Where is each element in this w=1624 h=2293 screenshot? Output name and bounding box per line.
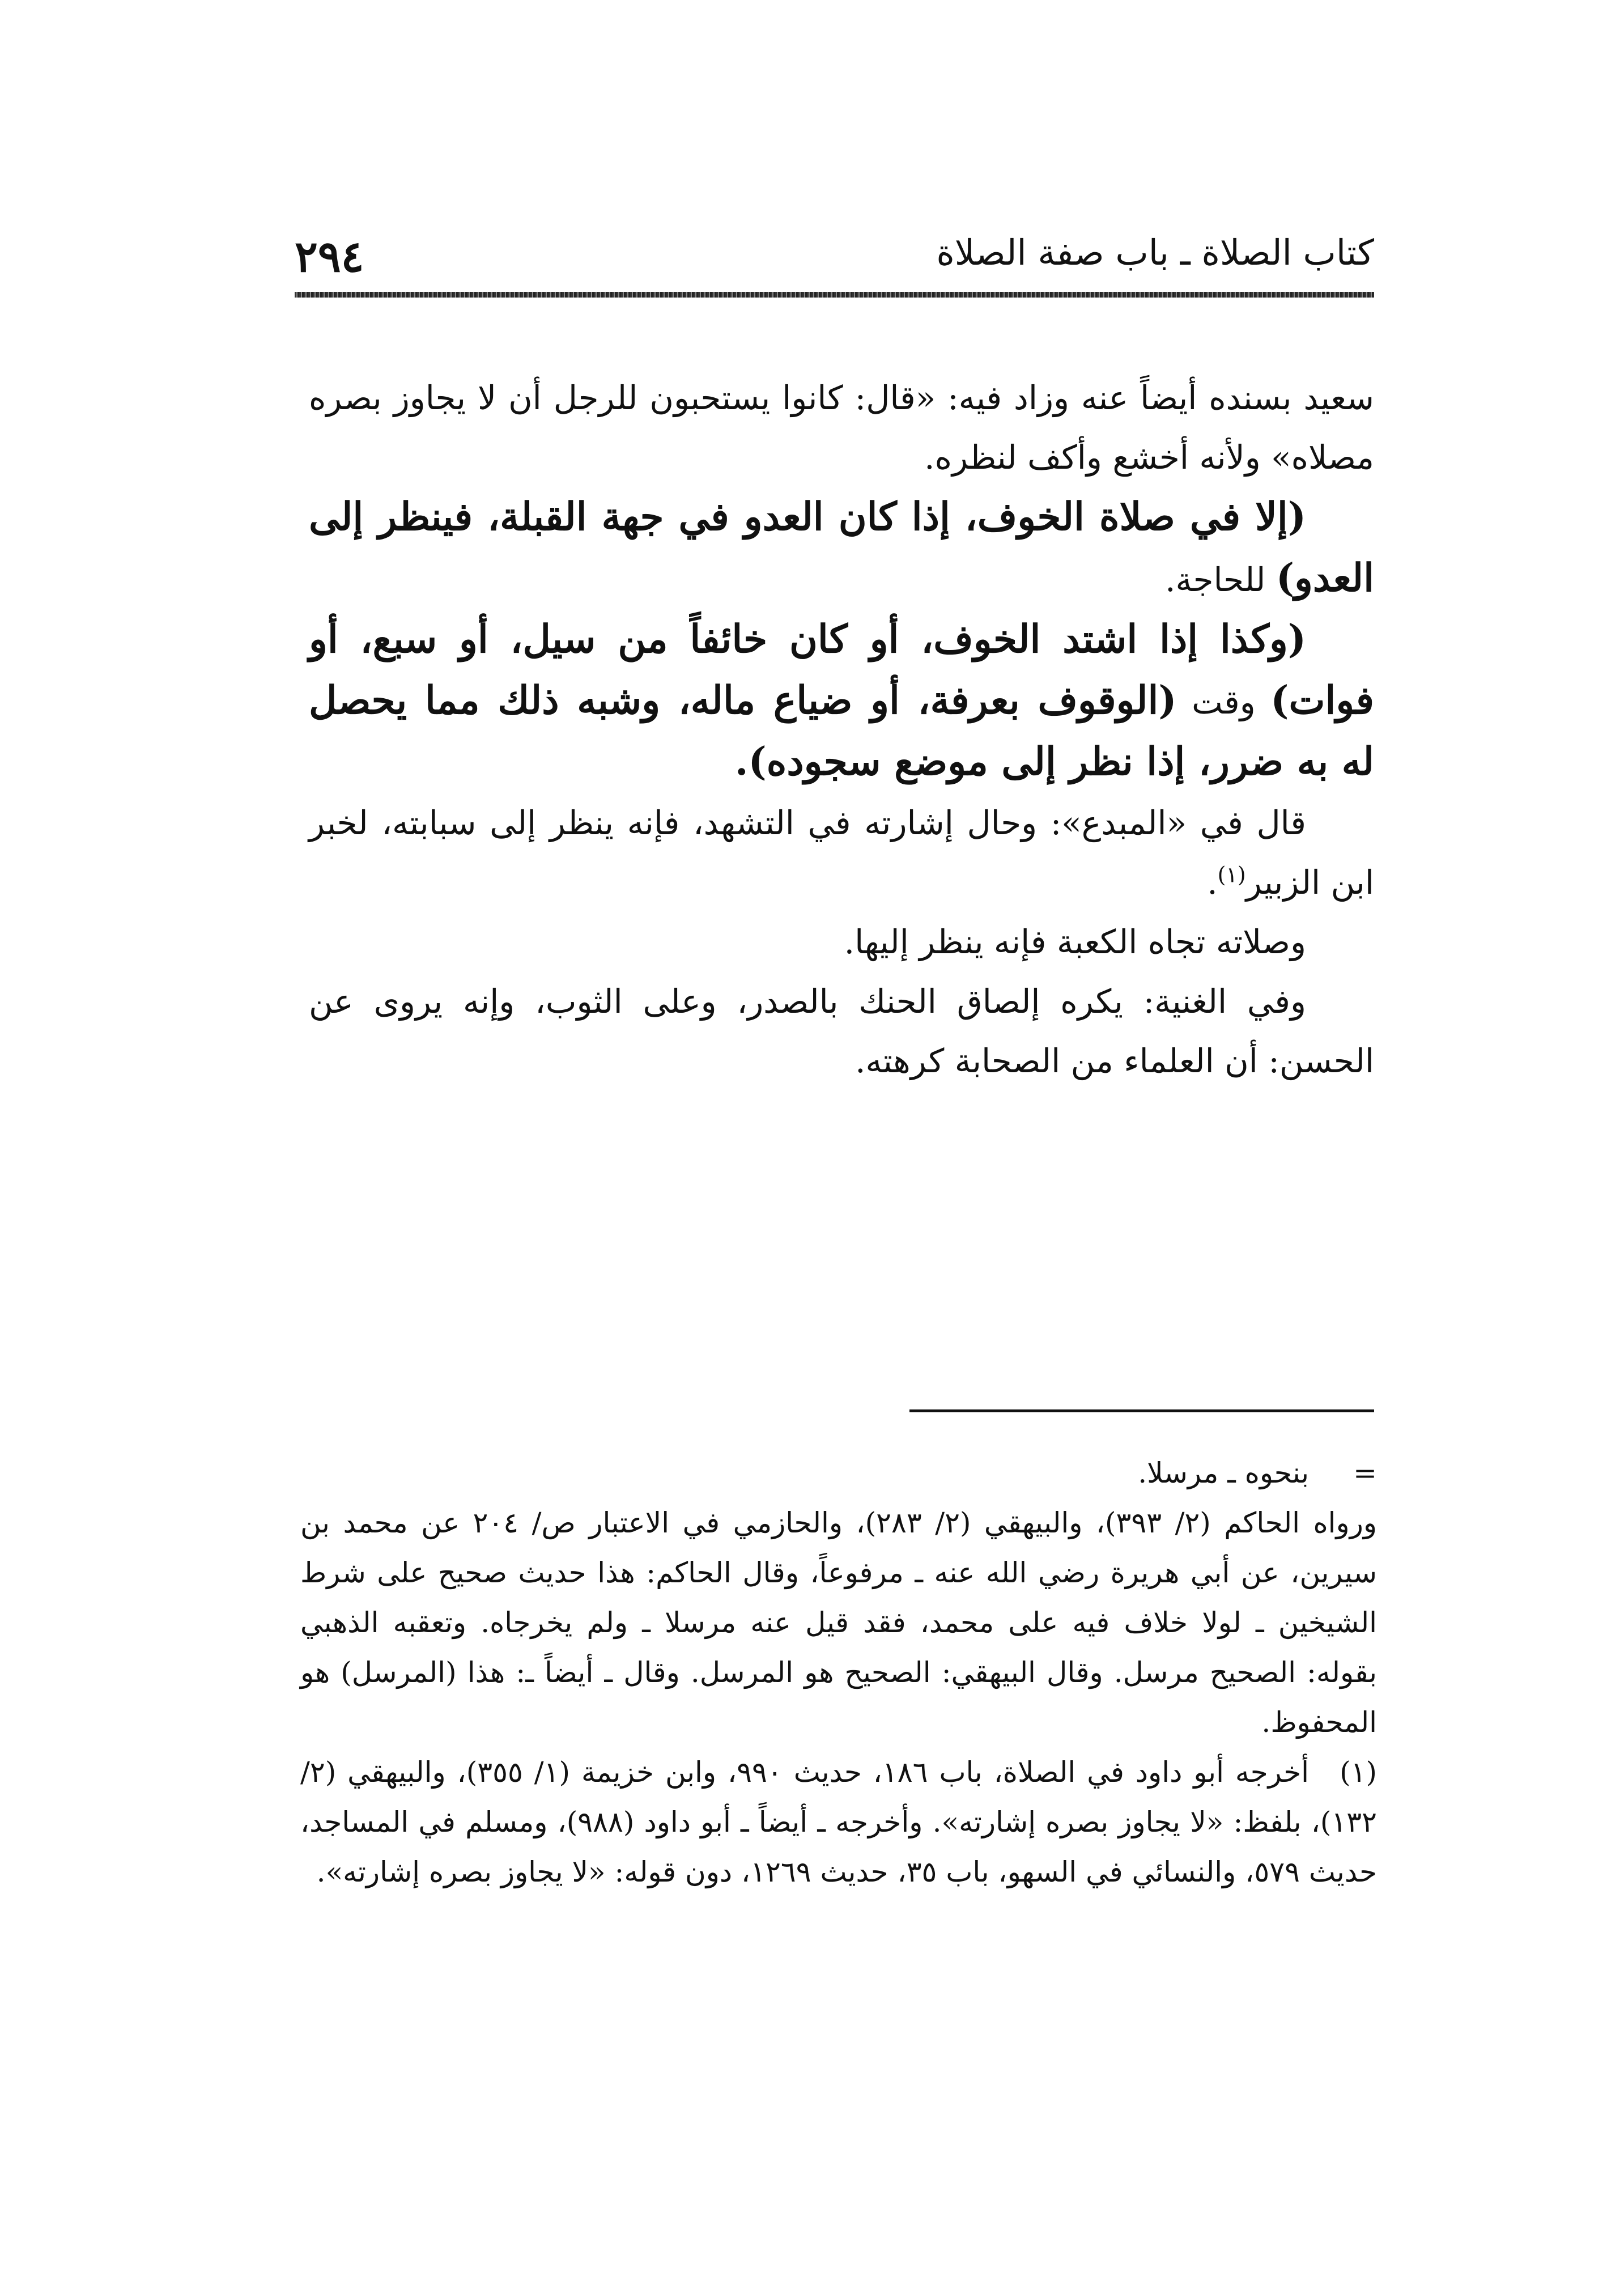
- paragraph-6-text: وفي الغنية: يكره إلصاق الحنك بالصدر، وعلى الثوب، وإنه يروى عن الحسن: أن العلماء من الصحابة كرهته.: [309, 982, 1374, 1080]
- footnotes: [300, 1448, 1377, 2139]
- paragraph-1-text: سعيد بسنده أيضاً عنه وزاد فيه: «قال: كانوا يستحبون للرجل أن لا يجاوز بصره مصلاه» ولأنه أخشع وأكف لنظره.: [309, 379, 1374, 477]
- matn-bold-text: (وكذا إذا اشتد الخوف، أو كان خائفاً من سيل، أو سبع، أو فوات): [309, 617, 1375, 723]
- footnote-1-text: أخرجه أبو داود في الصلاة، باب ١٨٦، حديث ٩٩٠، وابن خزيمة (١/ ٣٥٥)، والبيهقي (٢/ ١٣٢)، بلفظ: «لا يجاوز بصره إشارته». وأخرجه ـ أيضاً ـ أبو داود (٩٨٨)، ومسلم في المساجد، حديث ٥٧٩، والنسائي في السهو، باب ٣٥، حديث ١٢٦٩، دون قوله: «لا يجاوز بصره إشارته».: [300, 1756, 1377, 1888]
- continuation-text: ورواه الحاكم (٢/ ٣٩٣)، والبيهقي (٢/ ٢٨٣)، والحازمي في الاعتبار ص/ ٢٠٤ عن محمد بن سيرين، عن أبي هريرة رضي الله عنه ـ مرفوعاً، وقال الحاكم: هذا حديث صحيح على شرط الشيخين ـ لولا خلاف فيه على محمد، فقد قيل عنه مرسلا ـ ولم يخرجاه. وتعقبه الذهبي بقوله: الصحيح مرسل. وقال البيهقي: الصحيح هو المرسل. وقال ـ أيضاً ـ: هذا (المرسل) هو المحفوظ.: [300, 1506, 1377, 1739]
- running-title: كتاب الصلاة ـ باب صفة الصلاة: [936, 232, 1374, 273]
- matn-bold-text: (الوقوف بعرفة، أو ضياع ماله، وشبه ذلك مما يحصل له به ضرر، إذا نظر إلى موضع سجوده).: [309, 678, 1374, 784]
- main-text: [309, 368, 1374, 1337]
- footnote-continuation-first-line: [300, 1448, 1377, 1498]
- paragraph-3: [309, 610, 1374, 793]
- commentary-text: وقت: [1176, 683, 1271, 721]
- paragraph-6: [309, 972, 1374, 1091]
- header-rule: [295, 292, 1374, 298]
- matn-bold-text: (إلا في صلاة الخوف، إذا كان العدو في جهة القبلة، فينظر إلى العدو): [309, 494, 1374, 601]
- page-header: [295, 224, 1374, 309]
- paragraph-5: [309, 912, 1374, 972]
- continuation-first-text: بنحوه ـ مرسلا.: [1138, 1457, 1309, 1489]
- paragraph-4-end: .: [1207, 863, 1218, 902]
- page-number: ٢٩٤: [295, 231, 364, 282]
- commentary-text: للحاجة.: [1165, 560, 1276, 599]
- footnote-continuation: [300, 1498, 1377, 1747]
- footnote-reference[interactable]: (١): [1217, 862, 1246, 888]
- paragraph-4: [309, 793, 1374, 912]
- footnote-separator: [909, 1409, 1374, 1412]
- footnote-1-marker: (١): [1340, 1756, 1378, 1789]
- paragraph-2: [309, 487, 1374, 610]
- continuation-marker: =: [1353, 1457, 1377, 1489]
- paragraph-5-text: وصلاته تجاه الكعبة فإنه ينظر إليها.: [844, 923, 1306, 961]
- paragraph-4-text: قال في «المبدع»: وحال إشارته في التشهد، فإنه ينظر إلى سبابته، لخبر ابن الزبير: [309, 804, 1374, 902]
- paragraph-1: [309, 368, 1374, 487]
- footnote-1: [300, 1747, 1377, 1897]
